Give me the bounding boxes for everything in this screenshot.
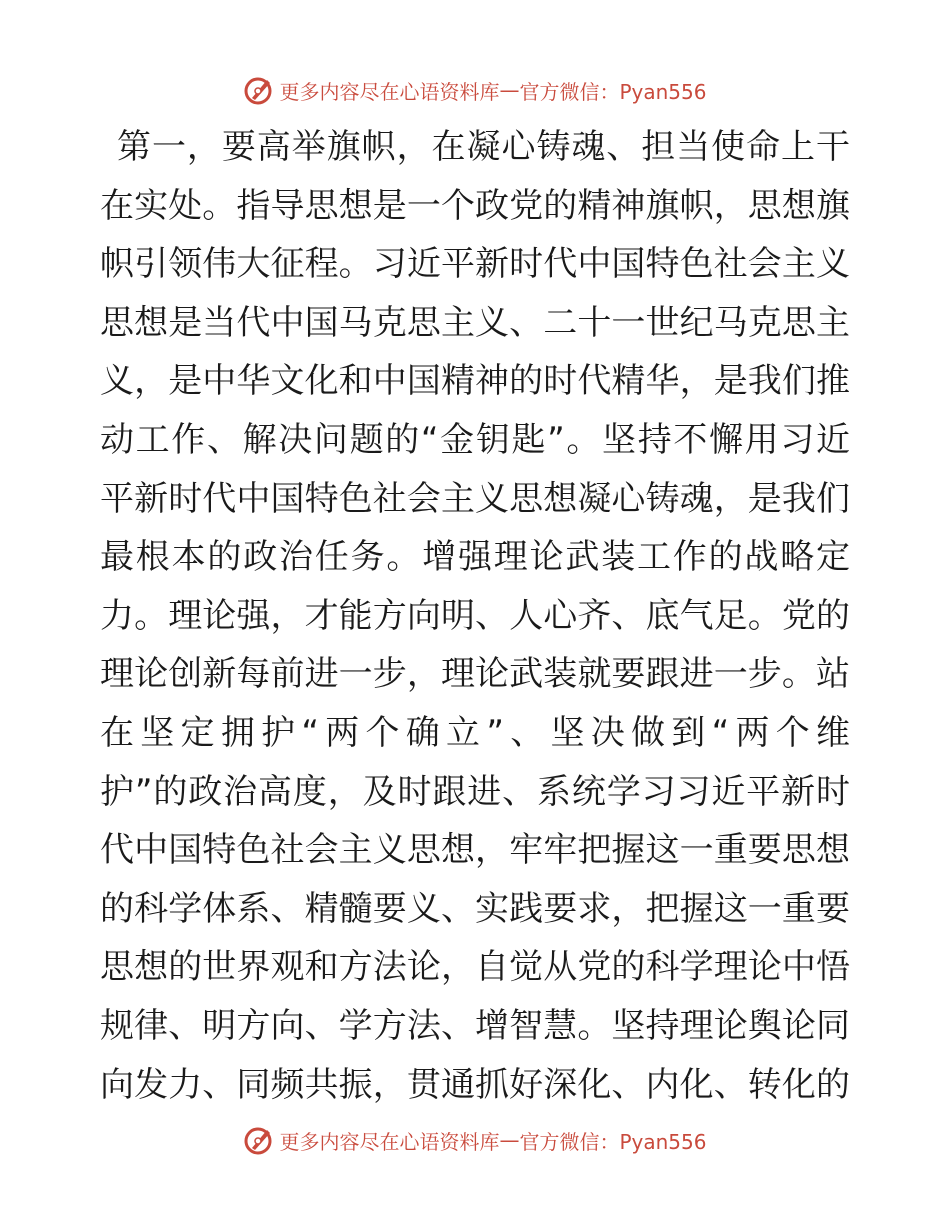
text-line: 在坚定拥护“两个确立”、坚决做到“两个维 <box>100 712 850 753</box>
text-line: 帜引领伟大征程。习近平新时代中国特色社会主义 <box>100 244 850 285</box>
pen-circle-logo-icon <box>243 74 275 106</box>
watermark-official: 官方微信：Pyan556 <box>519 1129 707 1154</box>
text-line: 向发力、同频共振，贯通抓好深化、内化、转化的 <box>100 1064 850 1105</box>
watermark-separator: — <box>499 1128 520 1152</box>
text-line: 理论创新每前进一步，理论武装就要跟进一步。站 <box>100 654 850 695</box>
watermark-separator: — <box>499 78 520 102</box>
text-line: 在实处。指导思想是一个政党的精神旗帜，思想旗 <box>100 185 850 226</box>
watermark-official: 官方微信：Pyan556 <box>519 79 707 104</box>
text-line: 平新时代中国特色社会主义思想凝心铸魂，是我们 <box>100 478 850 519</box>
text-line: 护”的政治高度，及时跟进、系统学习习近平新时 <box>100 771 850 812</box>
text-line: 思想的世界观和方法论，自觉从党的科学理论中悟 <box>100 947 850 988</box>
text-line: 义，是中华文化和中国精神的时代精华，是我们推 <box>100 361 850 402</box>
footer-watermark <box>0 1120 950 1160</box>
text-line: 动工作、解决问题的“金钥匙”。坚持不懈用习近 <box>100 419 850 460</box>
text-line: 最根本的政治任务。增强理论武装工作的战略定 <box>100 537 850 578</box>
watermark-text: 更多内容尽在心语资料库 <box>279 1129 500 1154</box>
text-line: 第一，要高举旗帜，在凝心铸魂、担当使命上干 <box>117 127 850 167</box>
text-line: 规律、明方向、学方法、增智慧。坚持理论舆论同 <box>100 1005 850 1046</box>
header-watermark <box>0 70 950 110</box>
watermark-text: 更多内容尽在心语资料库 <box>279 79 500 104</box>
document-body <box>100 118 850 1114</box>
text-line: 思想是当代中国马克思主义、二十一世纪马克思主 <box>100 302 850 343</box>
pen-circle-logo-icon <box>243 1124 275 1156</box>
text-line: 的科学体系、精髓要义、实践要求，把握这一重要 <box>100 888 850 929</box>
text-line: 代中国特色社会主义思想，牢牢把握这一重要思想 <box>100 830 850 871</box>
text-line: 力。理论强，才能方向明、人心齐、底气足。党的 <box>100 595 850 636</box>
